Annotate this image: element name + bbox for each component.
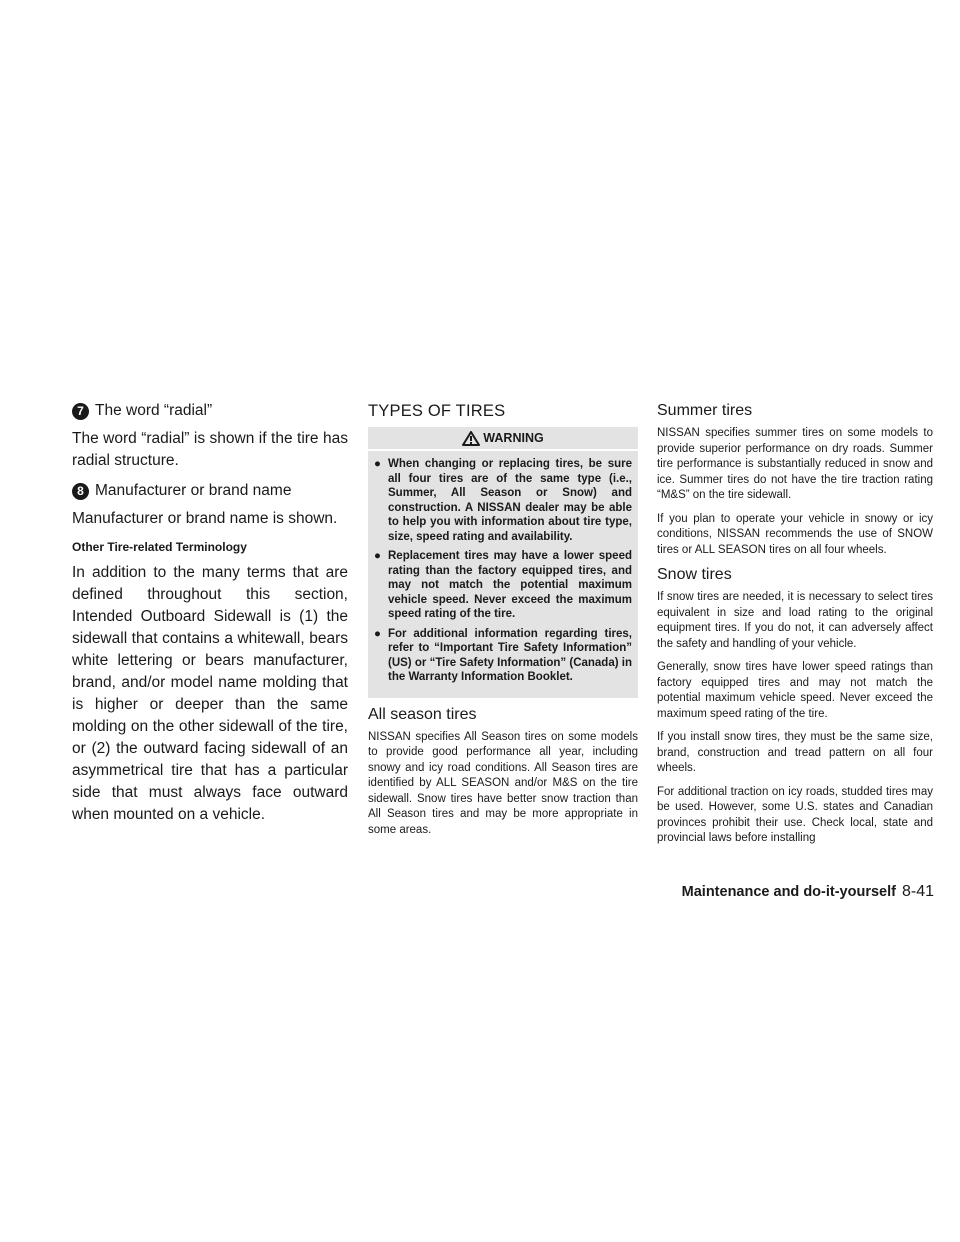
- snow-tires-paragraph: If you install snow tires, they must be the same size, brand, construction and tread pattern on all four wheels.: [657, 731, 933, 774]
- item-7-title: The word “radial”: [95, 402, 213, 419]
- warning-triangle-icon: [462, 431, 480, 446]
- other-terminology-heading: Other Tire-related Terminology: [72, 540, 247, 554]
- middle-column: [368, 402, 638, 846]
- section-title: TYPES OF TIRES: [368, 402, 506, 420]
- left-column: [72, 402, 348, 836]
- snow-tires-paragraph: If snow tires are needed, it is necessary to select tires equivalent in size and load rating to the original equipment tires. If you do not, it can adversely affect the safety and handling of your vehicle.: [657, 591, 933, 650]
- warning-item-text: When changing or replacing tires, be sure all four tires are of the same type (i.e., Summer, All Season or Snow) and construction. A NISSAN dealer may be able to help you with information about tire type, size, speed rating and availability.: [388, 458, 632, 543]
- bullet-icon: ●: [374, 458, 381, 470]
- warning-list: [374, 457, 632, 685]
- all-season-tires-text: NISSAN specifies All Season tires on some models to provide good performance all year, including snowy and icy road conditions. All Season tires are identified by ALL SEASON and/or M&S on the tire sidewall. Snow tires have better snow traction than All Season tires and may be more appropriate in some areas.: [368, 730, 638, 836]
- footer-section-title: Maintenance and do-it-yourself: [681, 884, 896, 900]
- warning-box: [368, 427, 638, 698]
- warning-item: [374, 627, 632, 685]
- item-8-title: Manufacturer or brand name: [95, 482, 292, 499]
- warning-item-text: Replacement tires may have a lower speed rating than the factory equipped tires, and may not match the potential maximum vehicle speed. Never exceed the maximum speed rating of the tire.: [388, 550, 632, 620]
- summer-tires-paragraph: NISSAN specifies summer tires on some models to provide superior performance on dry roads. Summer tire performance is substantially reduced in snow and ice. Summer tires do not have the tire traction rating “M&S” on the tire sidewall.: [657, 427, 933, 501]
- warning-item: [374, 457, 632, 544]
- intended-outboard-sidewall-paragraph: In addition to the many terms that are defined throughout this section, Intended Outboard Sidewall is (1) the sidewall that contains a whitewall, bears white lettering or bears manufacturer, brand, and/or model name molding that is higher or deeper than the same molding on the other sidewall of the tire, or (2) the outward facing sidewall of an asymmetrical tire that has a particular side that must always face outward when mounted on a vehicle.: [72, 564, 348, 823]
- right-column: [657, 402, 933, 855]
- item-8-number-badge: 8: [72, 483, 89, 500]
- bullet-icon: ●: [374, 550, 381, 562]
- summer-tires-paragraph: If you plan to operate your vehicle in snowy or icy conditions, NISSAN recommends the use of SNOW tires or ALL SEASON tires on all four wheels.: [657, 512, 933, 556]
- item-7-text: The word “radial” is shown if the tire has radial structure.: [72, 430, 348, 469]
- item-8-text: Manufacturer or brand name is shown.: [72, 510, 338, 527]
- item-7-heading: [72, 402, 348, 420]
- warning-title: WARNING: [483, 431, 544, 445]
- warning-item: [374, 549, 632, 622]
- warning-header: [368, 427, 638, 451]
- bullet-icon: ●: [374, 627, 381, 640]
- page-footer: [674, 883, 934, 901]
- snow-tires-heading: Snow tires: [657, 566, 732, 583]
- item-7-number-badge: 7: [72, 403, 89, 420]
- page-number: 8-41: [901, 883, 934, 900]
- item-8-heading: [72, 482, 348, 500]
- warning-item-text: For additional information regarding tires, refer to “Important Tire Safety Information” (US) or “Tire Safety Information” (Canada) in the Warranty Information Booklet.: [388, 627, 632, 683]
- snow-tires-paragraph: For additional traction on icy roads, studded tires may be used. However, some U.S. states and Canadian provinces prohibit their use. Check local, state and provincial laws before installing: [657, 785, 933, 844]
- snow-tires-paragraph: Generally, snow tires have lower speed ratings than factory equipped tires and may not match the potential maximum vehicle speed. Never exceed the maximum speed rating of the tire.: [657, 661, 933, 720]
- summer-tires-heading: Summer tires: [657, 402, 753, 419]
- all-season-tires-heading: All season tires: [368, 705, 477, 723]
